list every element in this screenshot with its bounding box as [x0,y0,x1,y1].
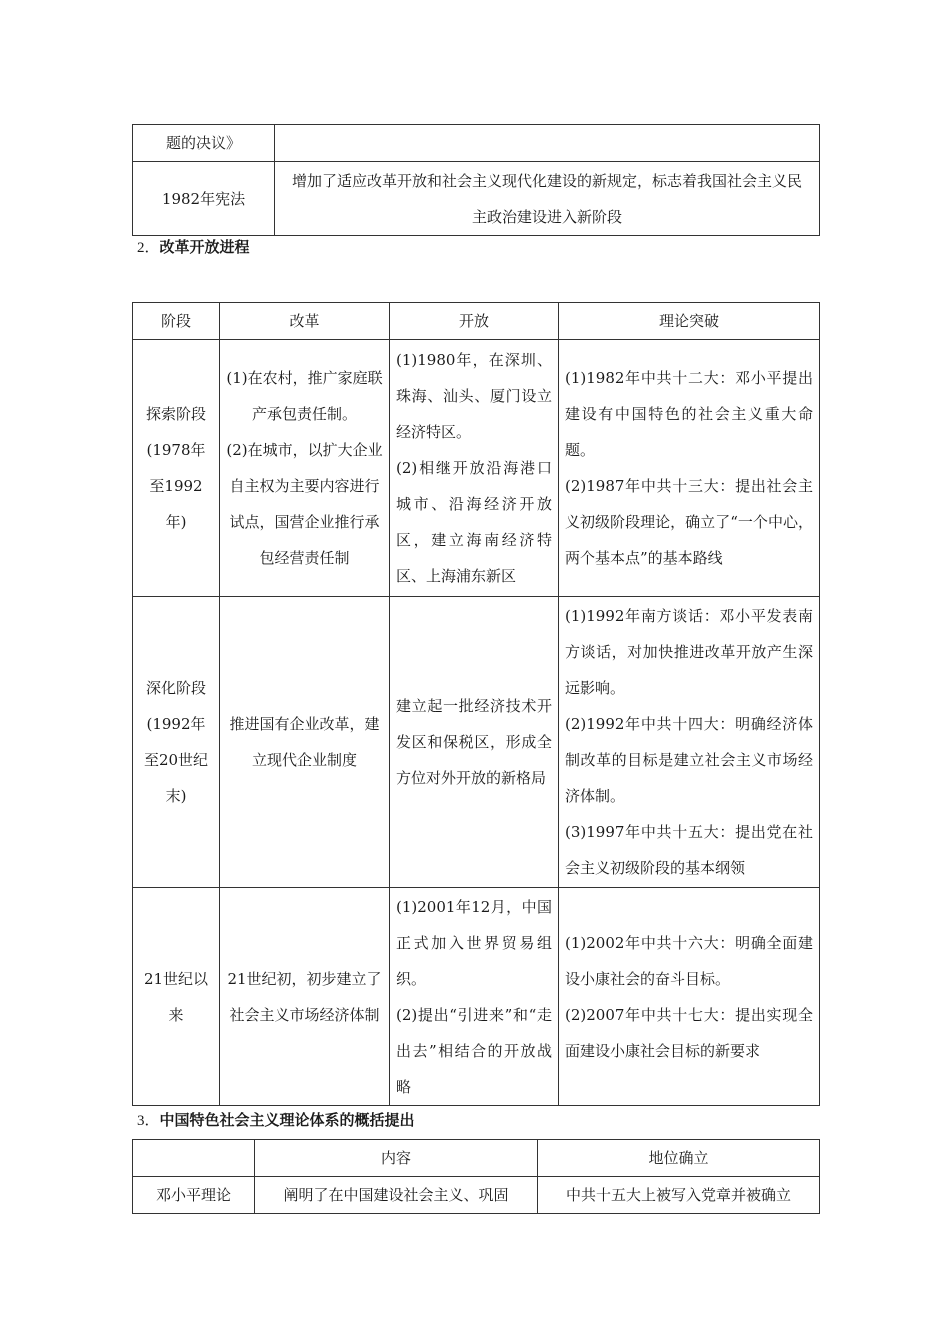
status-cell: 中共十五大上被写入党章并被确立 [538,1177,820,1214]
theory-cell: (1)2002年中共十六大：明确全面建设小康社会的奋斗目标。 (2)2007年中共十七大：提出实现全面建设小康社会目标的新要求 [559,888,820,1106]
opening-cell: (1)2001年12月，中国正式加入世界贸易组织。 (2)提出“引进来”和“走出去”相结合的开放战略 [390,888,559,1106]
col-header: 开放 [390,303,559,340]
content-cell: 阐明了在中国建设社会主义、巩固 [255,1177,538,1214]
col-header: 阶段 [133,303,220,340]
table-row [133,597,820,888]
table-header-row [133,1140,820,1177]
stage-cell: 21世纪以来 [133,888,220,1106]
constitution-table [132,124,820,236]
col-header: 地位确立 [538,1140,820,1177]
reform-process-table [132,302,820,1106]
row-title: 1982年宪法 [133,162,275,236]
table-header-row [133,303,820,340]
row-title: 题的决议》 [133,125,275,162]
table-row [133,340,820,597]
table-row [133,125,820,162]
table-row [133,1177,820,1214]
theory-name-cell: 邓小平理论 [133,1177,255,1214]
theory-system-table [132,1139,820,1214]
col-header: 改革 [220,303,390,340]
section-heading-2: 2．改革开放进程 [137,238,250,256]
reform-cell: 21世纪初，初步建立了社会主义市场经济体制 [220,888,390,1106]
section-heading-3: 3．中国特色社会主义理论体系的概括提出 [137,1111,415,1129]
table-row [133,888,820,1106]
table-row [133,162,820,236]
row-content: 增加了适应改革开放和社会主义现代化建设的新规定，标志着我国社会主义民主政治建设进入新阶段 [275,162,820,236]
reform-cell: (1)在农村，推广家庭联产承包责任制。 (2)在城市，以扩大企业自主权为主要内容进行试点，国营企业推行承包经营责任制 [220,340,390,597]
col-header [133,1140,255,1177]
theory-cell: (1)1992年南方谈话：邓小平发表南方谈话，对加快推进改革开放产生深远影响。 (2)1992年中共十四大：明确经济体制改革的目标是建立社会主义市场经济体制。 (3)1997年中共十五大：提出党在社会主义初级阶段的基本纲领 [559,597,820,888]
row-content [275,125,820,162]
theory-cell: (1)1982年中共十二大：邓小平提出建设有中国特色的社会主义重大命题。 (2)1987年中共十三大：提出社会主义初级阶段理论，确立了“一个中心，两个基本点”的基本路线 [559,340,820,597]
reform-cell: 推进国有企业改革，建立现代企业制度 [220,597,390,888]
col-header: 内容 [255,1140,538,1177]
opening-cell: (1)1980年，在深圳、珠海、汕头、厦门设立经济特区。 (2)相继开放沿海港口城市、沿海经济开放区，建立海南经济特区、上海浦东新区 [390,340,559,597]
opening-cell: 建立起一批经济技术开发区和保税区，形成全方位对外开放的新格局 [390,597,559,888]
stage-cell: 探索阶段(1978年至1992年) [133,340,220,597]
col-header: 理论突破 [559,303,820,340]
stage-cell: 深化阶段(1992年至20世纪末) [133,597,220,888]
